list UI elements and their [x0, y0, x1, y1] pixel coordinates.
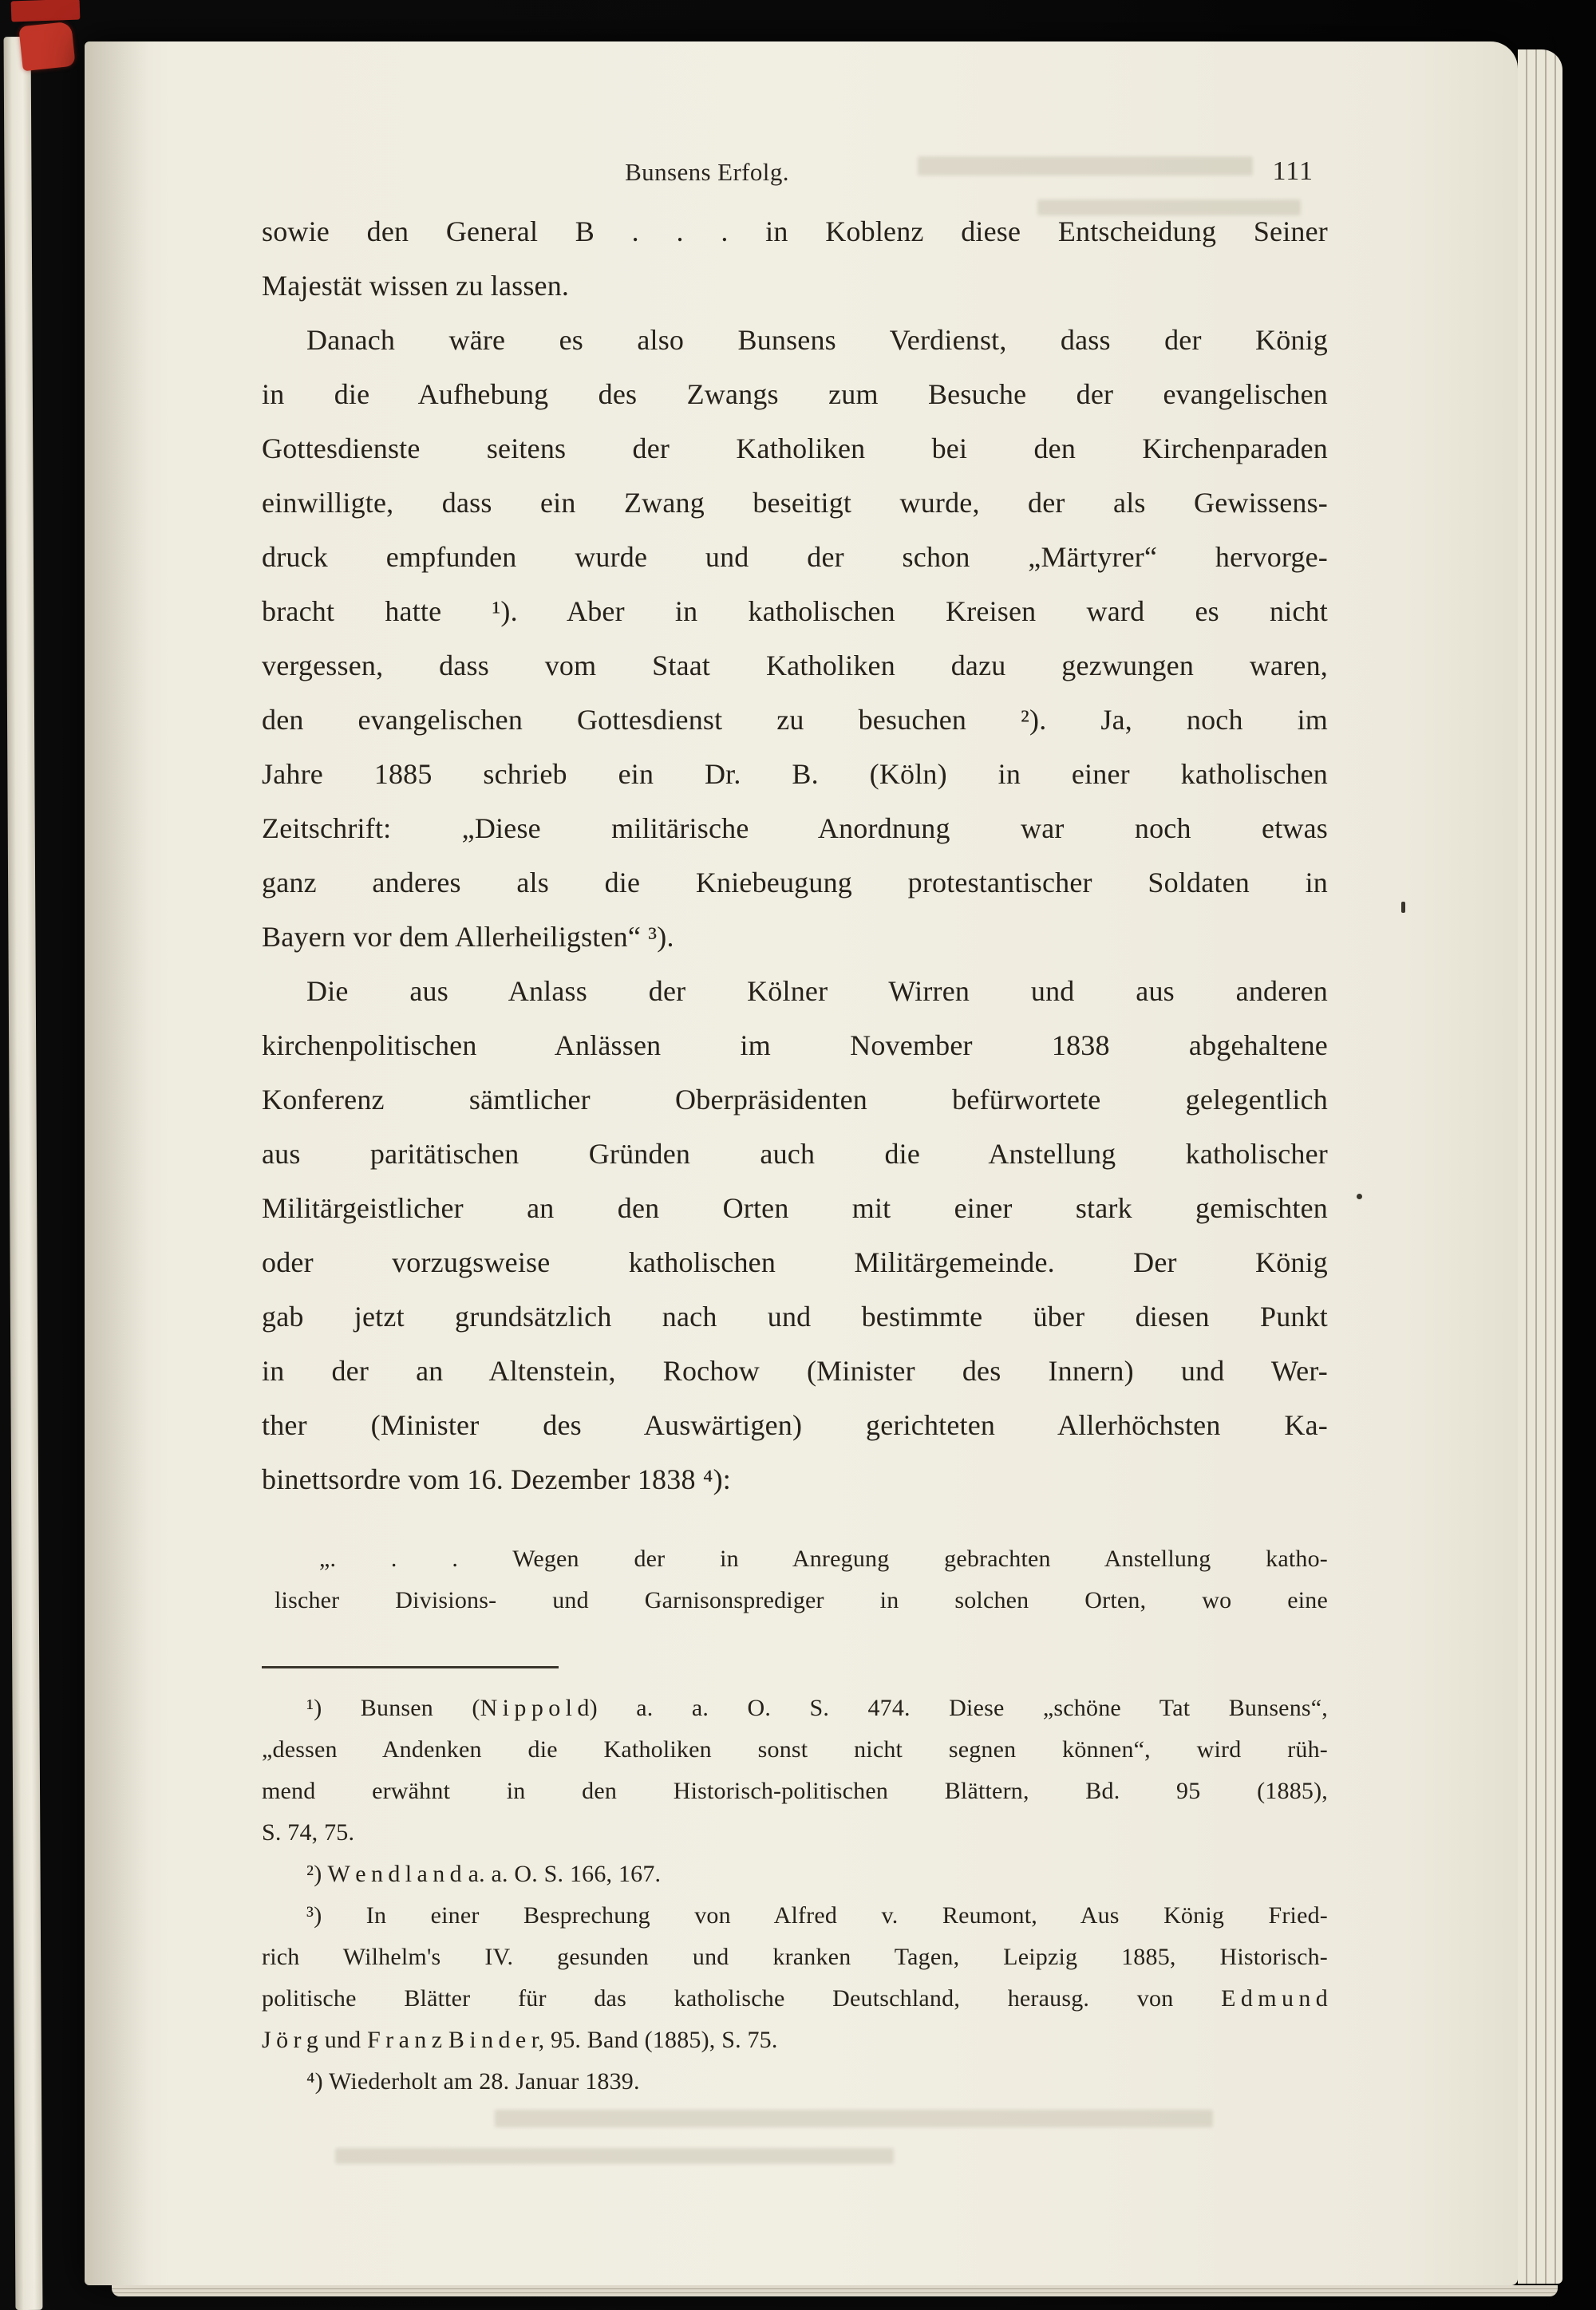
text-line: S. 74, 75. [262, 1819, 355, 1846]
paragraph-2 [262, 313, 1328, 964]
text-line: kirchenpolitischen Anlässen im November 1838 abgehaltene [262, 1029, 1328, 1061]
text-line: ³) In einer Besprechung von Alfred v. Reumont, Aus König Fried- [306, 1902, 1328, 1929]
text-line: druck empfunden wurde und der schon „Märtyrer“ hervorge- [262, 541, 1328, 573]
text-line: Militärgeistlicher an den Orten mit einer stark gemischten [262, 1192, 1328, 1224]
text-line: sowie den General B . . . in Koblenz diese Entscheidung Seiner [262, 215, 1328, 247]
footnote-rule [262, 1666, 559, 1668]
text-line: oder vorzugsweise katholischen Militärgemeinde. Der König [262, 1246, 1328, 1278]
running-header [262, 158, 1328, 204]
block-quote [275, 1538, 1328, 1621]
red-mark-lower [18, 22, 75, 72]
scan-speck [1401, 902, 1405, 913]
footnote-1 [262, 1688, 1328, 1854]
left-page-edge [4, 37, 43, 2310]
header-title: Bunsens Erfolg. [625, 158, 789, 186]
text-line: Gottesdienste seitens der Katholiken bei den Kirchenparaden [262, 432, 1328, 464]
text-line: „dessen Andenken die Katholiken sonst nicht segnen können“, wird rüh- [262, 1736, 1328, 1763]
text-line: Konferenz sämtlicher Oberpräsidenten befürwortete gelegentlich [262, 1084, 1328, 1116]
red-mark-top [11, 0, 81, 22]
text-line: rich Wilhelm's IV. gesunden und kranken Tagen, Leipzig 1885, Historisch- [262, 1944, 1328, 1970]
page-stack-bottom [112, 2285, 1558, 2296]
book-page [85, 41, 1518, 2285]
text-line: Bayern vor dem Allerheiligsten“ ³). [262, 921, 674, 953]
page-number: 111 [1272, 156, 1314, 186]
footnotes-section [262, 1688, 1328, 2103]
footnote-3 [262, 1895, 1328, 2061]
text-line: in der an Altenstein, Rochow (Minister des Innern) und Wer- [262, 1355, 1328, 1387]
text-line: „. . . Wegen der in Anregung gebrachten Anstellung katho- [319, 1546, 1328, 1572]
gutter-shadow [85, 41, 148, 2285]
text-line: ⁴) Wiederholt am 28. Januar 1839. [306, 2068, 640, 2095]
text-line: vergessen, dass vom Staat Katholiken dazu gezwungen waren, [262, 650, 1328, 681]
text-line: Die aus Anlass der Kölner Wirren und aus anderen [306, 975, 1328, 1007]
scan-speck [1357, 1194, 1362, 1199]
text-line: lischer Divisions- und Garnisonsprediger in solchen Orten, wo eine [275, 1587, 1328, 1613]
text-line: J ö r g und F r a n z B i n d e r, 95. Band (1885), S. 75. [262, 2027, 778, 2053]
footnote-4 [262, 2061, 1328, 2103]
text-line: bracht hatte ¹). Aber in katholischen Kreisen ward es nicht [262, 595, 1328, 627]
text-line: den evangelischen Gottesdienst zu besuchen ²). Ja, noch im [262, 704, 1328, 736]
footnote-2 [262, 1854, 1328, 1895]
text-line: Jahre 1885 schrieb ein Dr. B. (Köln) in einer katholischen [262, 758, 1328, 790]
text-line: in die Aufhebung des Zwangs zum Besuche der evangelischen [262, 378, 1328, 410]
text-line: einwilligte, dass ein Zwang beseitigt wurde, der als Gewissens- [262, 487, 1328, 519]
text-line: Majestät wissen zu lassen. [262, 270, 570, 302]
page-content [262, 158, 1328, 2103]
text-line: binettsordre vom 16. Dezember 1838 ⁴): [262, 1463, 731, 1495]
text-line: ganz anderes als die Kniebeugung protestantischer Soldaten in [262, 867, 1328, 898]
text-line: Danach wäre es also Bunsens Verdienst, dass der König [306, 324, 1328, 356]
page-stack-right [1518, 49, 1562, 2284]
paragraph-continuation [262, 204, 1328, 313]
text-line: aus paritätischen Gründen auch die Anstellung katholischer [262, 1138, 1328, 1170]
text-line: ¹) Bunsen (N i p p o l d) a. a. O. S. 474. Diese „schöne Tat Bunsens“, [306, 1695, 1328, 1721]
paragraph-3 [262, 964, 1328, 1506]
text-line: politische Blätter für das katholische Deutschland, herausg. von E d m u n d [262, 1985, 1328, 2012]
text-line: mend erwähnt in den Historisch-politischen Blättern, Bd. 95 (1885), [262, 1778, 1328, 1804]
text-line: ²) W e n d l a n d a. a. O. S. 166, 167. [306, 1861, 662, 1887]
text-line: gab jetzt grundsätzlich nach und bestimmte über diesen Punkt [262, 1301, 1328, 1333]
text-line: ther (Minister des Auswärtigen) gerichteten Allerhöchsten Ka- [262, 1409, 1328, 1441]
bleed-through-artifact [495, 2110, 1213, 2127]
bleed-through-artifact [335, 2148, 894, 2164]
text-line: Zeitschrift: „Diese militärische Anordnung war noch etwas [262, 812, 1328, 844]
